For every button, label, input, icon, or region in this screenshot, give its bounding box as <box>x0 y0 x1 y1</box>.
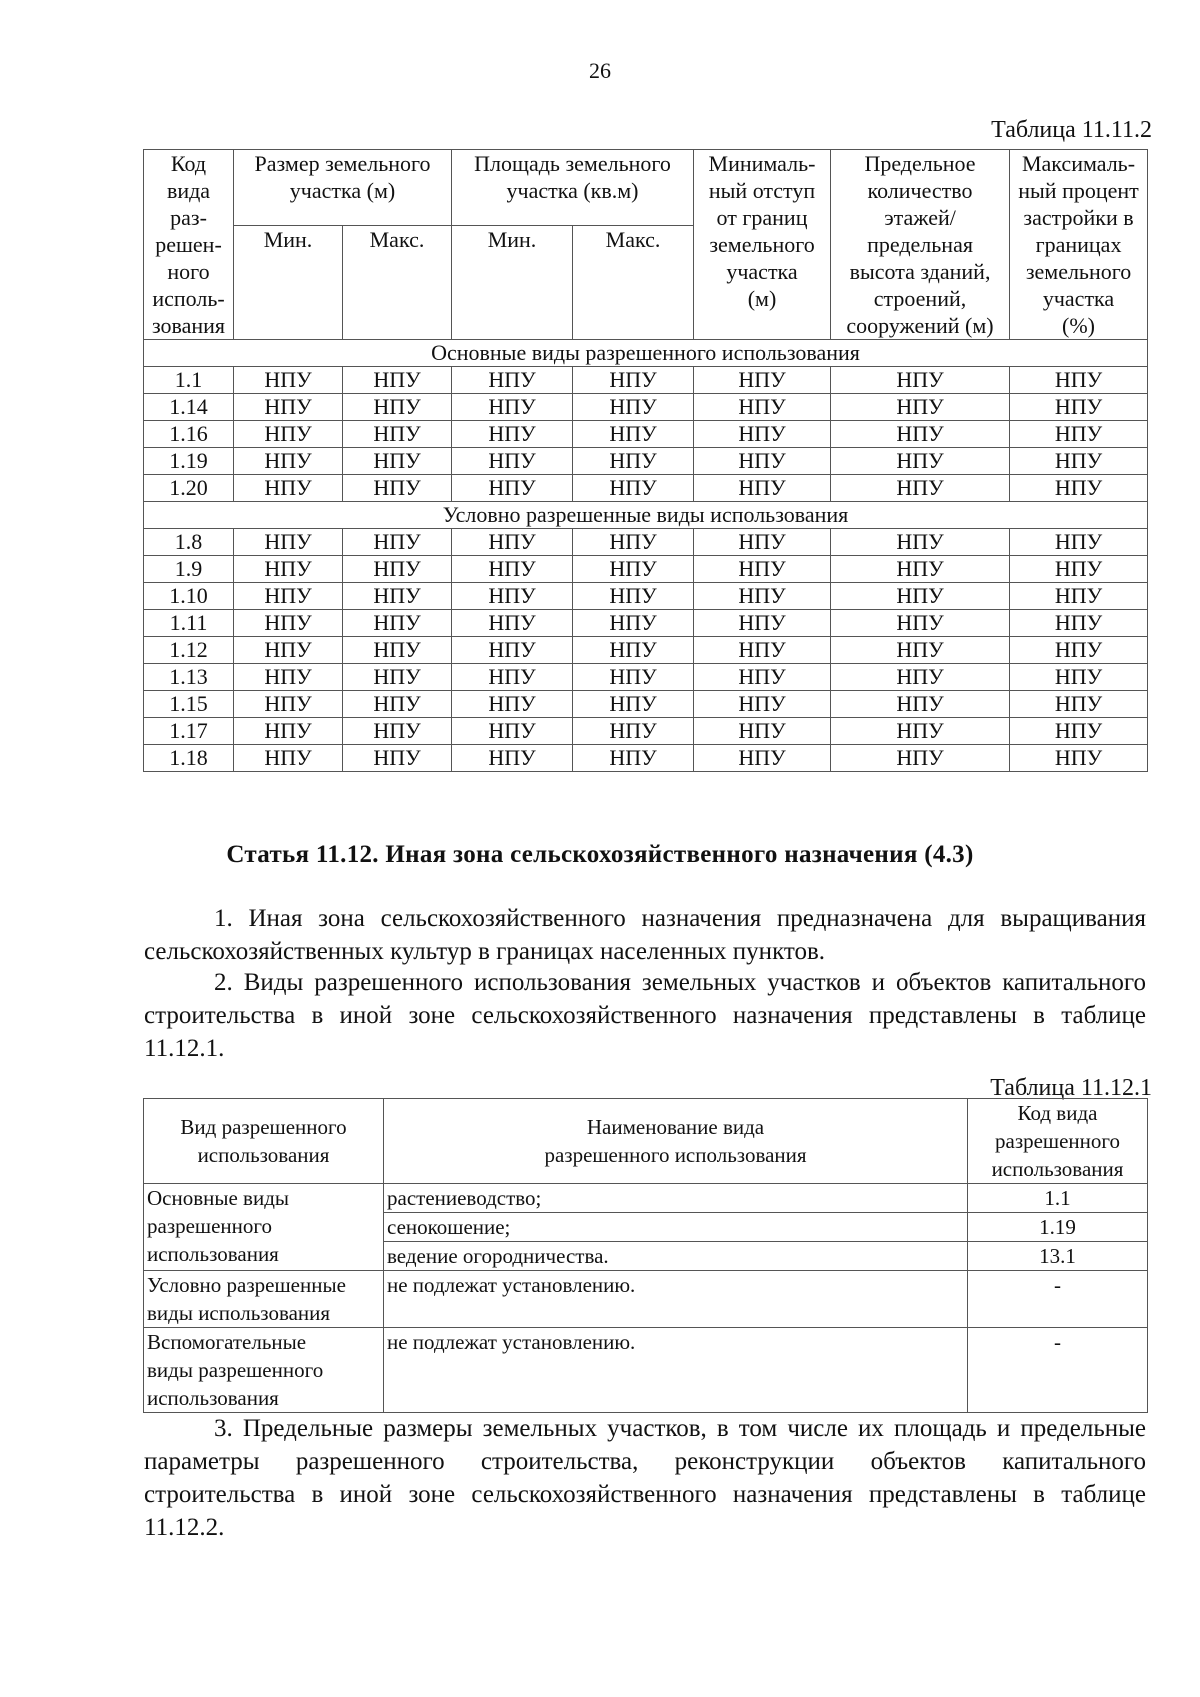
value-cell: НПУ <box>452 556 573 583</box>
use-code-cell: 1.19 <box>144 448 234 475</box>
value-cell: НПУ <box>343 556 452 583</box>
use-code-cell: 1.18 <box>144 745 234 772</box>
value-cell: НПУ <box>452 421 573 448</box>
value-cell: НПУ <box>343 529 452 556</box>
value-cell: НПУ <box>343 583 452 610</box>
main-uses-label: Основные виды разрешенного использования <box>144 1184 384 1271</box>
use-code-cell: 1.16 <box>144 421 234 448</box>
value-cell: НПУ <box>573 367 694 394</box>
value-cell: НПУ <box>694 583 831 610</box>
header-percent: Максималь- ный процент застройки в границах земельного участка (%) <box>1010 150 1148 340</box>
header-size: Размер земельного участка (м) <box>234 150 452 226</box>
value-cell: НПУ <box>1010 637 1148 664</box>
value-cell: НПУ <box>1010 745 1148 772</box>
value-cell: НПУ <box>1010 718 1148 745</box>
header-use-name: Наименование вида разрешенного использования <box>384 1099 968 1184</box>
value-cell: НПУ <box>1010 556 1148 583</box>
value-cell: НПУ <box>452 529 573 556</box>
use-code: 13.1 <box>968 1242 1148 1271</box>
value-cell: НПУ <box>343 664 452 691</box>
table-row <box>144 745 1148 772</box>
auxiliary-uses-name: не подлежат установлению. <box>384 1328 968 1413</box>
value-cell: НПУ <box>1010 421 1148 448</box>
table-row <box>144 664 1148 691</box>
table-row <box>144 718 1148 745</box>
value-cell: НПУ <box>234 394 343 421</box>
table-row <box>144 610 1148 637</box>
value-cell: НПУ <box>694 610 831 637</box>
page-number: 26 <box>589 58 611 83</box>
header-setback: Минималь- ный отступ от границ земельного участка (м) <box>694 150 831 340</box>
value-cell: НПУ <box>573 664 694 691</box>
value-cell: НПУ <box>452 475 573 502</box>
value-cell: НПУ <box>694 367 831 394</box>
section-main-label: Основные виды разрешенного использования <box>144 340 1148 367</box>
value-cell: НПУ <box>694 475 831 502</box>
value-cell: НПУ <box>343 448 452 475</box>
use-code-cell: 1.15 <box>144 691 234 718</box>
use-code-cell: 1.14 <box>144 394 234 421</box>
value-cell: НПУ <box>573 745 694 772</box>
use-code-cell: 1.8 <box>144 529 234 556</box>
use-code-cell: 1.12 <box>144 637 234 664</box>
value-cell: НПУ <box>452 745 573 772</box>
value-cell: НПУ <box>1010 664 1148 691</box>
value-cell: НПУ <box>831 421 1010 448</box>
header-size-min: Мин. <box>234 226 343 340</box>
use-code-cell: 1.20 <box>144 475 234 502</box>
value-cell: НПУ <box>452 610 573 637</box>
value-cell: НПУ <box>1010 448 1148 475</box>
value-cell: НПУ <box>452 637 573 664</box>
value-cell: НПУ <box>1010 475 1148 502</box>
use-code: 1.19 <box>968 1213 1148 1242</box>
table-row <box>144 421 1148 448</box>
table-11-12-1-caption: Таблица 11.12.1 <box>990 1075 1152 1101</box>
value-cell: НПУ <box>234 664 343 691</box>
value-cell: НПУ <box>234 610 343 637</box>
table-11-11-2 <box>143 149 1148 772</box>
value-cell: НПУ <box>234 448 343 475</box>
value-cell: НПУ <box>343 394 452 421</box>
use-code-cell: 1.1 <box>144 367 234 394</box>
value-cell: НПУ <box>694 448 831 475</box>
header-use-type: Вид разрешенного использования <box>144 1099 384 1184</box>
value-cell: НПУ <box>831 745 1010 772</box>
value-cell: НПУ <box>573 637 694 664</box>
section-conditional-label: Условно разрешенные виды использования <box>144 502 1148 529</box>
table-row <box>144 394 1148 421</box>
value-cell: НПУ <box>573 583 694 610</box>
value-cell: НПУ <box>573 394 694 421</box>
value-cell: НПУ <box>573 529 694 556</box>
header-area-max: Макс. <box>573 226 694 340</box>
use-code-cell: 1.11 <box>144 610 234 637</box>
value-cell: НПУ <box>573 691 694 718</box>
value-cell: НПУ <box>234 475 343 502</box>
value-cell: НПУ <box>452 718 573 745</box>
value-cell: НПУ <box>343 718 452 745</box>
table-row <box>144 691 1148 718</box>
use-name: растениеводство; <box>384 1184 968 1213</box>
value-cell: НПУ <box>234 718 343 745</box>
value-cell: НПУ <box>452 664 573 691</box>
value-cell: НПУ <box>694 394 831 421</box>
table-row <box>144 367 1148 394</box>
value-cell: НПУ <box>1010 367 1148 394</box>
value-cell: НПУ <box>1010 394 1148 421</box>
value-cell: НПУ <box>452 448 573 475</box>
value-cell: НПУ <box>343 367 452 394</box>
value-cell: НПУ <box>694 421 831 448</box>
use-code-cell: 1.10 <box>144 583 234 610</box>
value-cell: НПУ <box>573 610 694 637</box>
use-code-cell: 1.17 <box>144 718 234 745</box>
value-cell: НПУ <box>343 745 452 772</box>
header-area: Площадь земельного участка (кв.м) <box>452 150 694 226</box>
auxiliary-uses-code: - <box>968 1328 1148 1413</box>
value-cell: НПУ <box>573 556 694 583</box>
value-cell: НПУ <box>694 745 831 772</box>
paragraph-2: 2. Виды разрешенного использования земельных участков и объектов капитального строительства в иной зоне сельскохозяйственного назначения представлены в таблице 11.12.1. <box>144 969 1146 1062</box>
value-cell: НПУ <box>694 556 831 583</box>
value-cell: НПУ <box>234 637 343 664</box>
value-cell: НПУ <box>234 529 343 556</box>
header-area-min: Мин. <box>452 226 573 340</box>
auxiliary-uses-label: Вспомогательные виды разрешенного использования <box>144 1328 384 1413</box>
paragraph-3: 3. Предельные размеры земельных участков, в том числе их площадь и предельные параметры разрешенного строительства, реконструкции объектов капитального строительства в иной зоне сельскохозяйственного назначения представлены в таблице 11.12.2. <box>144 1415 1146 1541</box>
value-cell: НПУ <box>573 718 694 745</box>
value-cell: НПУ <box>1010 691 1148 718</box>
value-cell: НПУ <box>831 529 1010 556</box>
conditional-uses-label: Условно разрешенные виды использования <box>144 1271 384 1328</box>
value-cell: НПУ <box>831 394 1010 421</box>
value-cell: НПУ <box>234 583 343 610</box>
value-cell: НПУ <box>831 610 1010 637</box>
table-row <box>144 475 1148 502</box>
value-cell: НПУ <box>694 691 831 718</box>
conditional-uses-name: не подлежат установлению. <box>384 1271 968 1328</box>
table-11-12-1 <box>143 1098 1148 1413</box>
value-cell: НПУ <box>1010 610 1148 637</box>
header-floors: Предельное количество этажей/ предельная высота зданий, строений, сооружений (м) <box>831 150 1010 340</box>
table-row <box>144 556 1148 583</box>
table-row <box>144 583 1148 610</box>
value-cell: НПУ <box>452 394 573 421</box>
value-cell: НПУ <box>234 367 343 394</box>
header-code: Код вида раз- решен- ного исполь- зования <box>144 150 234 340</box>
value-cell: НПУ <box>234 556 343 583</box>
use-name: сенокошение; <box>384 1213 968 1242</box>
value-cell: НПУ <box>831 556 1010 583</box>
value-cell: НПУ <box>573 421 694 448</box>
table-row <box>144 448 1148 475</box>
value-cell: НПУ <box>831 691 1010 718</box>
table-row <box>144 637 1148 664</box>
value-cell: НПУ <box>343 691 452 718</box>
value-cell: НПУ <box>831 718 1010 745</box>
value-cell: НПУ <box>573 475 694 502</box>
value-cell: НПУ <box>694 529 831 556</box>
use-code-cell: 1.13 <box>144 664 234 691</box>
value-cell: НПУ <box>234 745 343 772</box>
use-name: ведение огородничества. <box>384 1242 968 1271</box>
conditional-uses-code: - <box>968 1271 1148 1328</box>
value-cell: НПУ <box>343 637 452 664</box>
value-cell: НПУ <box>831 664 1010 691</box>
value-cell: НПУ <box>831 367 1010 394</box>
value-cell: НПУ <box>573 448 694 475</box>
header-size-max: Макс. <box>343 226 452 340</box>
header-use-code: Код вида разрешенного использования <box>968 1099 1148 1184</box>
value-cell: НПУ <box>343 610 452 637</box>
value-cell: НПУ <box>1010 583 1148 610</box>
paragraph-1: 1. Иная зона сельскохозяйственного назначения предназначена для выращивания сельскохозяйственных культур в границах населенных пунктов. <box>144 905 1146 965</box>
value-cell: НПУ <box>452 691 573 718</box>
value-cell: НПУ <box>452 583 573 610</box>
value-cell: НПУ <box>234 421 343 448</box>
value-cell: НПУ <box>694 718 831 745</box>
table-11-11-2-caption: Таблица 11.11.2 <box>991 117 1152 143</box>
value-cell: НПУ <box>343 475 452 502</box>
table-row <box>144 529 1148 556</box>
value-cell: НПУ <box>831 475 1010 502</box>
use-code: 1.1 <box>968 1184 1148 1213</box>
value-cell: НПУ <box>831 448 1010 475</box>
value-cell: НПУ <box>343 421 452 448</box>
value-cell: НПУ <box>831 637 1010 664</box>
article-heading: Статья 11.12. Иная зона сельскохозяйственного назначения (4.3) <box>226 841 974 868</box>
value-cell: НПУ <box>234 691 343 718</box>
value-cell: НПУ <box>1010 529 1148 556</box>
value-cell: НПУ <box>831 583 1010 610</box>
value-cell: НПУ <box>694 637 831 664</box>
value-cell: НПУ <box>694 664 831 691</box>
use-code-cell: 1.9 <box>144 556 234 583</box>
value-cell: НПУ <box>452 367 573 394</box>
